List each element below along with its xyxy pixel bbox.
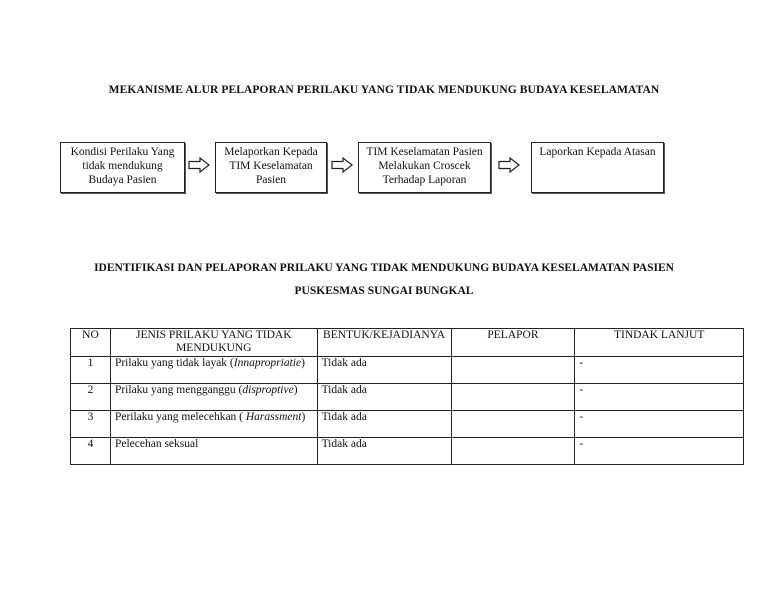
flow-step-2-line1: Melaporkan Kepada: [224, 146, 318, 158]
flow-step-2: [215, 142, 327, 193]
cell-jenis: [110, 411, 317, 438]
header-pelapor: PELAPOR: [451, 329, 575, 357]
flow-step-4: [531, 142, 664, 193]
flow-step-2-line2: TIM Keselamatan: [229, 160, 313, 172]
table-row: [71, 438, 744, 465]
table-row: [71, 384, 744, 411]
header-jenis: [110, 329, 317, 357]
cell-tindak: -: [575, 384, 744, 411]
flow-title: MEKANISME ALUR PELAPORAN PERILAKU YANG TIDAK MENDUKUNG BUDAYA KESELAMATAN: [108, 84, 660, 96]
cell-bentuk: Tidak ada: [317, 357, 451, 384]
cell-jenis-italic: Innapropriatie: [233, 357, 302, 369]
cell-jenis-end: ): [301, 357, 305, 369]
double-right-arrow-icon: [331, 157, 353, 173]
cell-tindak: -: [575, 438, 744, 465]
cell-no: 4: [71, 438, 111, 465]
cell-pelapor: [451, 411, 575, 438]
cell-bentuk: Tidak ada: [317, 411, 451, 438]
cell-tindak: -: [575, 411, 744, 438]
header-bentuk: BENTUK/KEJADIANYA: [317, 329, 451, 357]
flow-step-1: [60, 142, 185, 193]
cell-bentuk: Tidak ada: [317, 438, 451, 465]
cell-jenis-italic: disproptive: [242, 384, 294, 396]
double-right-arrow-icon: [188, 157, 210, 173]
report-subtitle: PUSKESMAS SUNGAI BUNGKAL: [294, 285, 474, 297]
report-table: [70, 328, 744, 465]
flow-step-3-line2: Melakukan Croscek: [378, 160, 471, 172]
flow-step-1-line2: tidak mendukung: [82, 160, 163, 172]
cell-jenis: [110, 384, 317, 411]
cell-no: 2: [71, 384, 111, 411]
header-jenis-line2: MENDUKUNG: [176, 342, 252, 354]
cell-jenis: [110, 357, 317, 384]
flow-step-3-line3: Terhadap Laporan: [382, 174, 467, 186]
flow-step-3: [358, 142, 491, 193]
cell-tindak: -: [575, 357, 744, 384]
cell-jenis-text: Prilaku yang tidak layak (: [114, 357, 234, 369]
cell-jenis-end: ): [301, 411, 306, 423]
flow-step-2-line3: Pasien: [255, 174, 287, 186]
table-row: [71, 357, 744, 384]
table-row: [71, 411, 744, 438]
cell-jenis-end: ): [293, 384, 298, 396]
flow-step-3-line1: TIM Keselamatan Pasien: [366, 146, 483, 158]
cell-jenis-text: Prilaku yang mengganggu (: [114, 384, 243, 396]
header-tindak: TINDAK LANJUT: [575, 329, 744, 357]
header-jenis-line1: JENIS PRILAKU YANG TIDAK: [135, 329, 292, 341]
cell-no: 3: [71, 411, 111, 438]
flow-step-4-line1: Laporkan Kepada Atasan: [539, 146, 656, 158]
cell-bentuk: Tidak ada: [317, 384, 451, 411]
header-no: NO: [71, 329, 111, 357]
flow-step-1-line3: Budaya Pasien: [88, 174, 157, 186]
cell-jenis-text: Pelecehan seksual: [114, 438, 199, 450]
cell-pelapor: [451, 438, 575, 465]
flow-step-1-line1: Kondisi Perilaku Yang: [70, 146, 175, 158]
table-header-row: [71, 329, 744, 357]
cell-jenis-text: Perilaku yang melecehkan (: [114, 411, 246, 423]
report-title: IDENTIFIKASI DAN PELAPORAN PRILAKU YANG TIDAK MENDUKUNG BUDAYA KESELAMATAN PASIEN: [94, 262, 674, 274]
cell-jenis-italic: Harassment: [245, 411, 302, 423]
cell-jenis: [110, 438, 317, 465]
cell-pelapor: [451, 357, 575, 384]
cell-no: 1: [71, 357, 111, 384]
double-right-arrow-icon: [498, 157, 520, 173]
cell-pelapor: [451, 384, 575, 411]
